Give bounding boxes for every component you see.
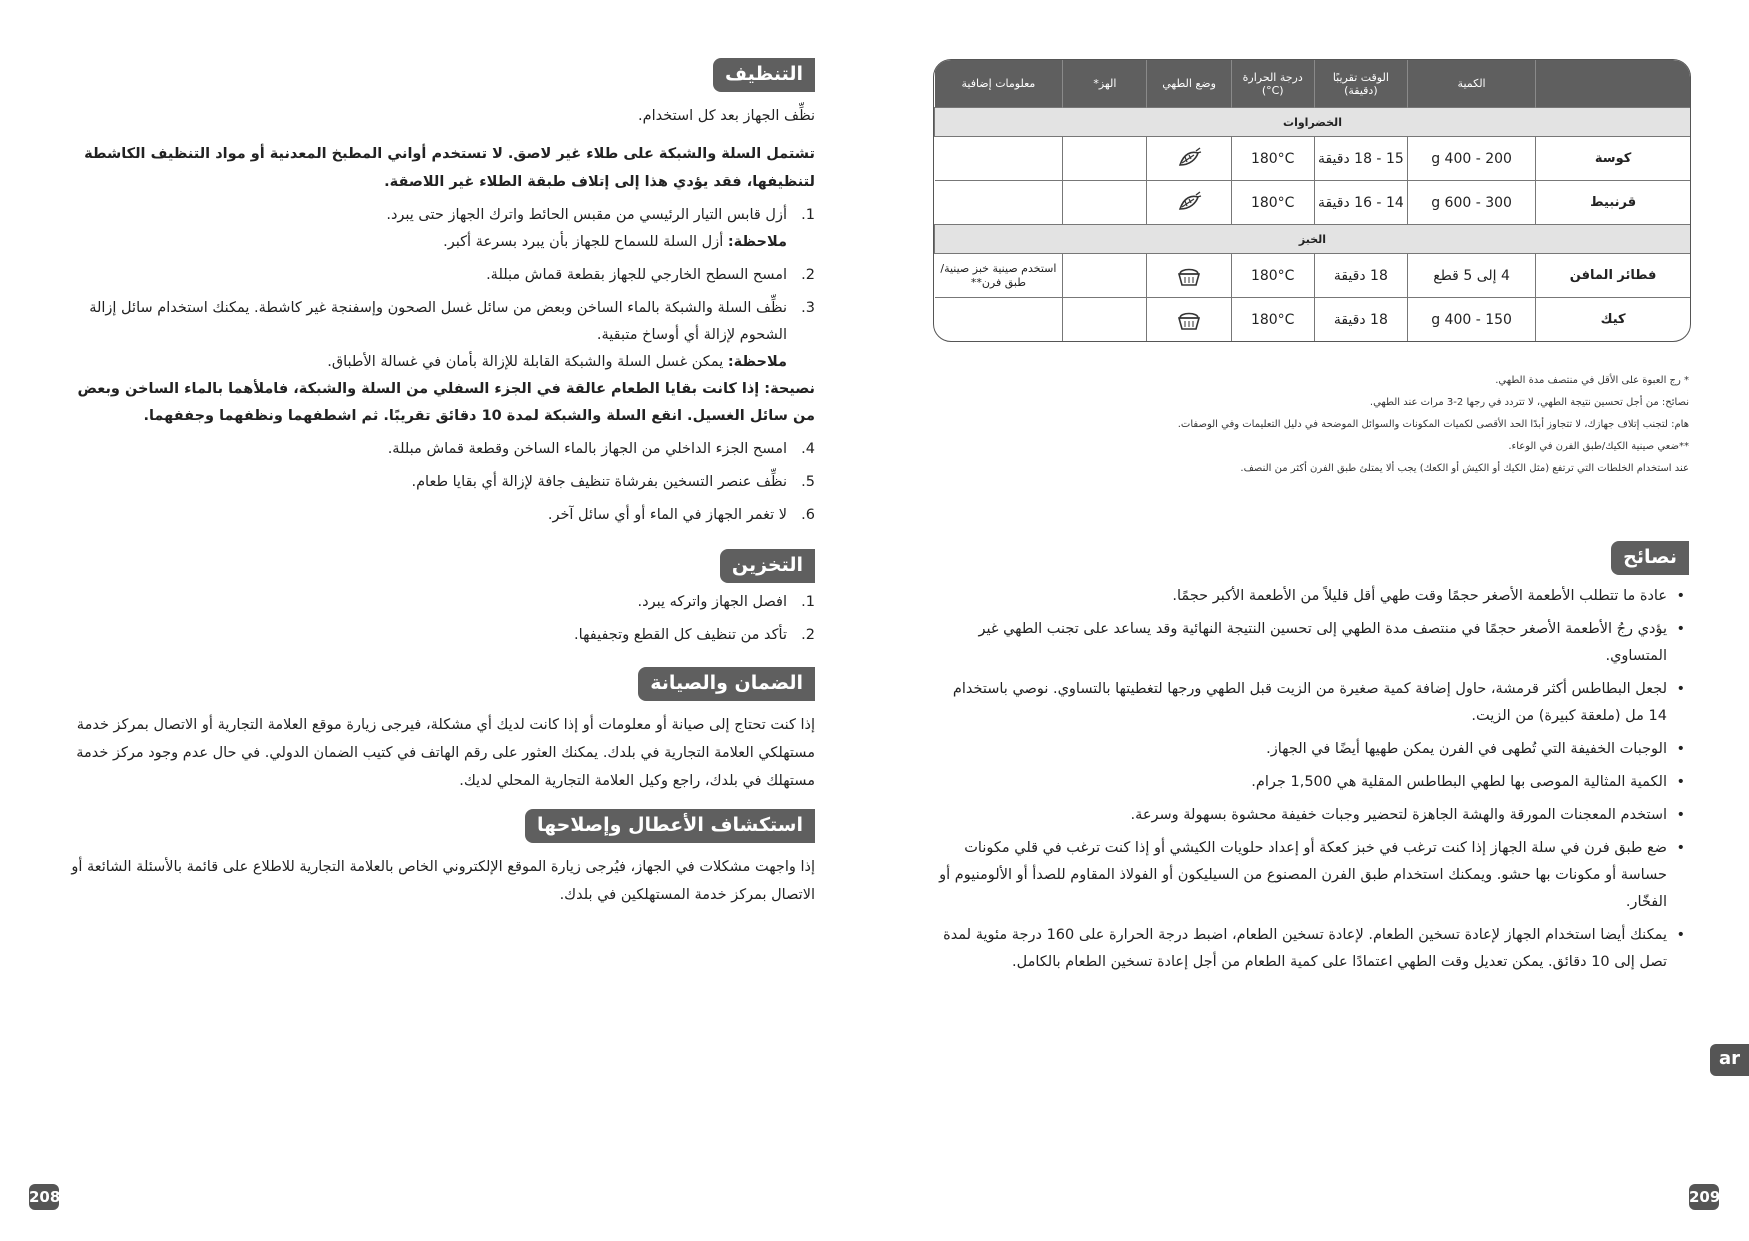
cleaning-intro: نظِّف الجهاز بعد كل استخدام. (638, 108, 815, 124)
table-row (935, 254, 1691, 298)
warranty-text: إذا كنت تحتاج إلى صيانة أو معلومات أو إذا كانت لديك أي مشكلة، فيرجى زيارة موقع العلامة التجارية أو الاتصال بمركز خدمة مستهلكي العلامة التجارية في بلدك. يمكنك العثور على رقم الهاتف في كتيب الضمان الدولي. في حال عدم وجود مركز خدمة مستهلك في بلدك، راجع وكيل العلامة التجارية المحلي لديك. (76, 717, 815, 789)
extra-info (935, 137, 1063, 181)
time: 18 دقيقة (1314, 298, 1407, 342)
table-row (935, 298, 1691, 342)
category-vegetables: الخضراوات (935, 108, 1691, 137)
step-text: امسح السطح الخارجي للجهاز بقطعة قماش مبللة. (486, 267, 787, 283)
step-number: 4. (801, 441, 815, 457)
warranty-title: الضمان والصيانة (638, 667, 815, 701)
quantity: 200 - 400 g (1407, 137, 1535, 181)
troubleshooting-text: إذا واجهت مشكلات في الجهاز، فيُرجى زيارة الموقع الإلكتروني الخاص بالعلامة التجارية للاطلاع على قائمة بالأسئلة الشائعة أو الاتصال بمركز خدمة المستهلكين في بلدك. (71, 859, 815, 903)
list-item (58, 262, 815, 289)
step-number: 6. (801, 507, 815, 523)
shake (1063, 137, 1147, 181)
step-text: امسح الجزء الداخلي من الجهاز بالماء الساخن وقطعة قماش مبللة. (387, 441, 787, 457)
troubleshooting-title: استكشاف الأعطال وإصلاحها (525, 809, 815, 843)
food-name: قرنبيط (1536, 181, 1690, 225)
language-badge: ar (1710, 1044, 1749, 1076)
footnote: **ضعي صينية الكيك/طبق الفرن في الوعاء. (1508, 441, 1689, 452)
note-label: ملاحظة: (727, 354, 787, 370)
step-text: لا تغمر الجهاز في الماء أو أي سائل آخر. (547, 507, 787, 523)
mode (1147, 254, 1231, 298)
footnote: عند استخدام الخلطات التي ترتفع (مثل الكيك أو الكيش أو الكعك) يجب ألا يمتلئ طبق الفرن أكثر من النصف. (1240, 463, 1689, 474)
footnote: هام: لتجنب إتلاف جهازك، لا تتجاوز أبدًا الحد الأقصى لكميات المكونات والسوائل الموضحة في دليل التعليمات وفي الوصفات. (1177, 419, 1689, 430)
tips-section (933, 541, 1689, 982)
food-name: كيك (1536, 298, 1690, 342)
shake (1063, 181, 1147, 225)
header-temp: درجة الحرارة (C°) (1231, 60, 1314, 108)
quantity: 150 - 400 g (1407, 298, 1535, 342)
vegetables-icon (1176, 147, 1202, 171)
table-row (935, 137, 1691, 181)
vegetables-icon (1176, 191, 1202, 215)
quantity: 4 إلى 5 قطع (1407, 254, 1535, 298)
header-extra: معلومات إضافية (935, 60, 1063, 108)
cleaning-warning: تشتمل السلة والشبكة على طلاء غير لاصق. لا تستخدم أواني المطبخ المعدنية أو مواد التنظيف الكاشطة لتنظيفها، فقد يؤدي هذا إلى إتلاف طبقة الطلاء غير اللاصقة. (84, 146, 815, 190)
list-item: • استخدم المعجنات المورقة والهشة الجاهزة لتحضير وجبات خفيفة محشوة بسهولة وسرعة. (933, 802, 1689, 829)
note-text: يمكن غسل السلة والشبكة القابلة للإزالة بأمان في غسالة الأطباق. (327, 354, 728, 370)
note-text: أزل السلة للسماح للجهاز بأن يبرد بسرعة أكبر. (443, 234, 728, 250)
temperature: 180°C (1231, 254, 1314, 298)
step-number: 1. (801, 207, 815, 223)
list-item (58, 202, 815, 256)
step-number: 2. (801, 267, 815, 283)
step-text: نظِّف عنصر التسخين بفرشاة تنظيف جافة لإزالة أي بقايا طعام. (411, 474, 787, 490)
footnote: نصائح: من أجل تحسين نتيجة الطهي، لا تتردد في رجها 2-3 مرات عند الطهي. (1369, 397, 1689, 408)
header-food (1536, 60, 1690, 108)
step-text: أزل قابس التيار الرئيسي من مقبس الحائط واترك الجهاز حتى يبرد. (386, 207, 787, 223)
extra-info: استخدم صينية خبز صينية/ طبق فرن** (935, 254, 1063, 298)
food-name: كوسة (1536, 137, 1690, 181)
mode (1147, 137, 1231, 181)
mode (1147, 298, 1231, 342)
step-number: 5. (801, 474, 815, 490)
time: 18 دقيقة (1314, 254, 1407, 298)
step-number: 1. (801, 594, 815, 610)
list-item (58, 469, 815, 496)
list-item: • الكمية المثالية الموصى بها لطهي البطاطس المقلية هي 1,500 جرام. (933, 769, 1689, 796)
list-item: • عادة ما تتطلب الأطعمة الأصغر حجمًا وقت طهي أقل قليلاً من الأطعمة الأكبر حجمًا. (933, 583, 1689, 610)
header-mode: وضع الطهي (1147, 60, 1231, 108)
temperature: 180°C (1231, 298, 1314, 342)
category-bread: الخبز (935, 225, 1691, 254)
footnote: * رج العبوة على الأقل في منتصف مدة الطهي. (1495, 375, 1689, 386)
extra-info (935, 298, 1063, 342)
list-item: • لجعل البطاطس أكثر قرمشة، حاول إضافة كمية صغيرة من الزيت قبل الطهي ورجها لتغطيتها بالتساوي. نوصي باستخدام 14 مل (ملعقة كبيرة) من الزيت. (933, 676, 1689, 730)
step-text: افصل الجهاز واتركه يبرد. (637, 594, 787, 610)
list-item: • الوجبات الخفيفة التي تُطهى في الفرن يمكن طهيها أيضًا في الجهاز. (933, 736, 1689, 763)
time: 14 - 16 دقيقة (1314, 181, 1407, 225)
header-quantity: الكمية (1407, 60, 1535, 108)
list-item (58, 622, 815, 649)
shake (1063, 254, 1147, 298)
table-header-row (935, 60, 1691, 108)
table-footnotes (933, 370, 1689, 480)
tip-text: نصيحة: إذا كانت بقايا الطعام عالقة في الجزء السفلي من السلة والشبكة، فاملأهما بالماء الساخن وبعض من سائل الغسيل. انقع السلة والشبكة لمدة 10 دقائق تقريبًا. ثم اشطفهما ونظفهما وجففهما. (77, 381, 815, 424)
tips-title: نصائح (1611, 541, 1689, 575)
list-item: • يؤدي رجُ الأطعمة الأصغر حجمًا في منتصف مدة الطهي إلى تحسين النتيجة النهائية وقد يساعد على تجنب الطهي غير المتساوي. (933, 616, 1689, 670)
step-number: 2. (801, 627, 815, 643)
page-number-right: 209 (1689, 1184, 1719, 1210)
temperature: 180°C (1231, 181, 1314, 225)
list-item: • ضع طبق فرن في سلة الجهاز إذا كنت ترغب في خبز كعكة أو إعداد حلويات الكيشي أو إذا كنت ترغب في قلي مكونات حساسة أو مكونات بها حشو. ويمكنك استخدام طبق الفرن المصنوع من السيليكون أو الفولاذ المقاوم للصدأ أو الألومنيوم أو الفخّار. (933, 835, 1689, 916)
cleaning-title: التنظيف (713, 58, 815, 92)
list-item (58, 502, 815, 529)
extra-info (935, 181, 1063, 225)
left-page (58, 58, 815, 909)
shake (1063, 298, 1147, 342)
time: 15 - 18 دقيقة (1314, 137, 1407, 181)
note-label: ملاحظة: (727, 234, 787, 250)
storage-steps (58, 589, 815, 649)
cake-icon (1176, 264, 1202, 288)
mode (1147, 181, 1231, 225)
list-item: • يمكنك أيضا استخدام الجهاز لإعادة تسخين الطعام. لإعادة تسخين الطعام، اضبط درجة الحرارة على 160 درجة مئوية لمدة تصل إلى 10 دقائق. يمكن تعديل وقت الطهي اعتمادًا على كمية الطعام من أجل إعادة تسخين الطعام بالكامل. (933, 922, 1689, 976)
page-number-left: 208 (29, 1184, 59, 1210)
step-number: 3. (801, 300, 815, 316)
quantity: 300 - 600 g (1407, 181, 1535, 225)
header-shake: الهز* (1063, 60, 1147, 108)
table-row (935, 181, 1691, 225)
list-item (58, 295, 815, 430)
cake-icon (1176, 308, 1202, 332)
cleaning-steps (58, 202, 815, 529)
step-text: نظِّف السلة والشبكة بالماء الساخن وبعض من سائل غسل الصحون وإسفنجة غير كاشطة. يمكنك استخدام سائل إزالة الشحوم لإزالة أي أوساخ متبقية. (89, 300, 787, 343)
list-item (58, 589, 815, 616)
list-item (58, 436, 815, 463)
cooking-table (933, 59, 1691, 342)
storage-title: التخزين (720, 549, 815, 583)
tips-list (933, 583, 1689, 976)
temperature: 180°C (1231, 137, 1314, 181)
food-name: فطائر المافن (1536, 254, 1690, 298)
header-time: الوقت تقريبًا (دقيقة) (1314, 60, 1407, 108)
step-text: تأكد من تنظيف كل القطع وتجفيفها. (574, 627, 787, 643)
